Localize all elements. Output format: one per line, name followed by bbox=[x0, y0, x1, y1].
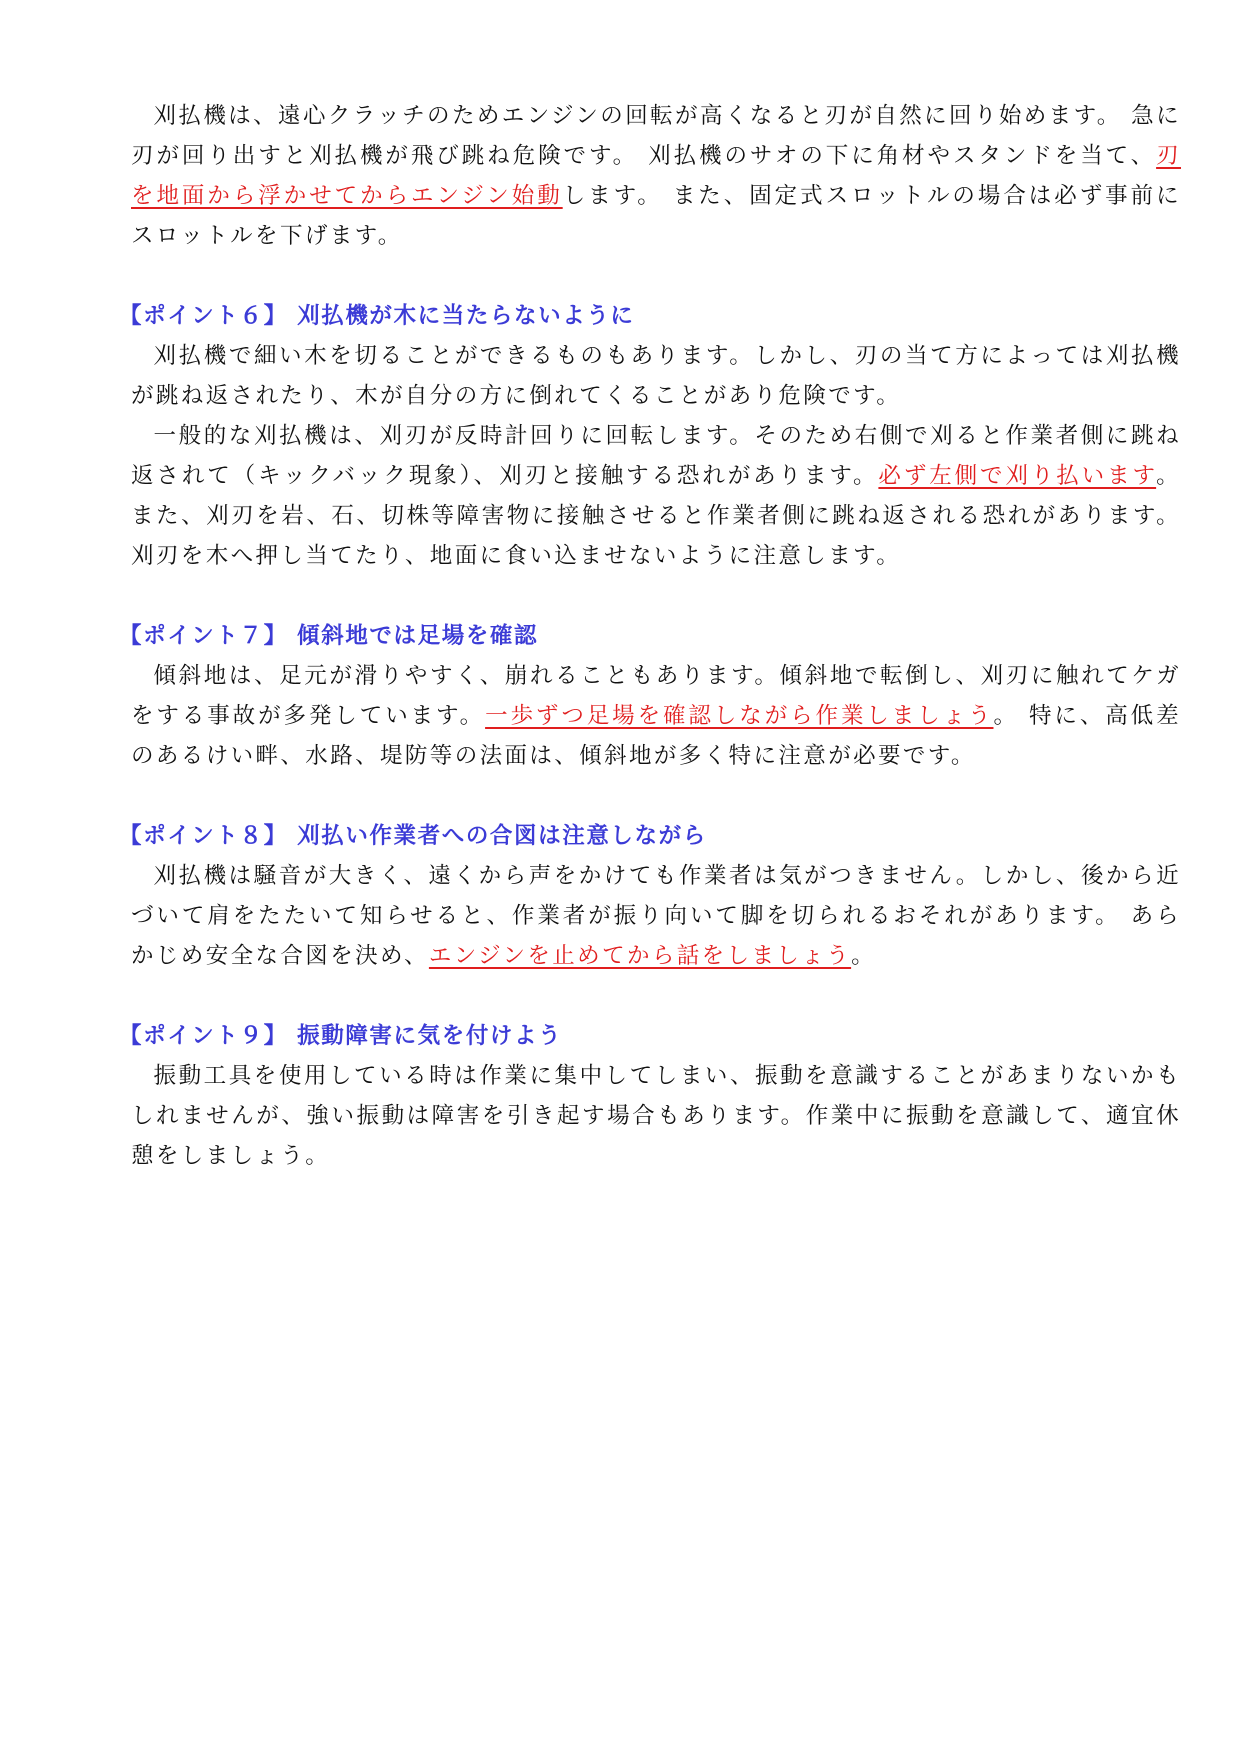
point7-text-a: 傾斜地は、足元が滑りやすく、崩れることもあります。傾斜地で転倒し、刈刃に触れてケガをする事故が多発しています。 bbox=[131, 663, 1181, 729]
intro-text-a: 刈払機は、遠心クラッチのためエンジンの回転が高くなると刃が自然に回り始めます。 急に刃が回り出すと刈払機が飛び跳ね危険です。 刈払機のサオの下に角材やスタンドを当て、 bbox=[131, 103, 1181, 169]
point7-paragraph bbox=[131, 656, 1181, 776]
intro-paragraph bbox=[131, 96, 1181, 256]
point8-emphasis: エンジンを止めてから話をしましょう bbox=[428, 943, 852, 969]
point8-paragraph bbox=[131, 856, 1181, 976]
point9-section bbox=[119, 1016, 1181, 1176]
point9-paragraph: 振動工具を使用している時は作業に集中してしまい、振動を意識することがあまりないかもしれませんが、強い振動は障害を引き起す場合もあります。作業中に振動を意識して、適宜休憩をしましょう。 bbox=[131, 1063, 1181, 1169]
point6-emphasis: 必ず左側で刈り払います bbox=[878, 463, 1157, 489]
point7-heading: 【ポイント７】 傾斜地では足場を確認 bbox=[119, 623, 539, 649]
point8-heading: 【ポイント８】 刈払い作業者への合図は注意しながら bbox=[119, 823, 707, 849]
point6-text-a: 一般的な刈払機は、刈刃が反時計回りに回転します。そのため右側で刈ると作業者側に跳ね返されて（キックバック現象）、刈刃と接触する恐れがあります。 bbox=[131, 423, 1181, 489]
document-page bbox=[119, 96, 1182, 1176]
point6-heading: 【ポイント６】 刈払機が木に当たらないように bbox=[119, 303, 635, 329]
point6-paragraph-2 bbox=[131, 416, 1181, 576]
point8-text-b: 。 bbox=[851, 943, 876, 969]
intro-text-b: します。 また、固定式スロットルの場合は必ず事前にスロットルを下げます。 bbox=[131, 183, 1181, 249]
point7-text-b: 。 特に、高低差のあるけい畔、水路、堤防等の法面は、傾斜地が多く特に注意が必要です。 bbox=[131, 703, 1181, 769]
point6-paragraph-1: 刈払機で細い木を切ることができるものもあります。しかし、刃の当て方によっては刈払機が跳ね返されたり、木が自分の方に倒れてくることがあり危険です。 bbox=[131, 343, 1181, 409]
intro-emphasis: 刃を地面から浮かせてからエンジン始動 bbox=[131, 143, 1181, 209]
point9-heading: 【ポイント９】 振動障害に気を付けよう bbox=[119, 1023, 563, 1049]
point6-section bbox=[119, 296, 1182, 576]
point8-text-a: 刈払機は騒音が大きく、遠くから声をかけても作業者は気がつきません。しかし、後から近づいて肩をたたいて知らせると、作業者が振り向いて脚を切られるおそれがあります。 あらかじめ安全な合図を決め、 bbox=[131, 863, 1181, 969]
point6-text-b: 。また、刈刃を岩、石、切株等障害物に接触させると作業者側に跳ね返される恐れがあります。刈刃を木へ押し当てたり、地面に食い込ませないように注意します。 bbox=[131, 463, 1182, 569]
point7-section bbox=[119, 616, 1181, 776]
point7-emphasis: 一歩ずつ足場を確認しながら作業しましょう bbox=[485, 703, 994, 729]
point8-section bbox=[119, 816, 1181, 976]
